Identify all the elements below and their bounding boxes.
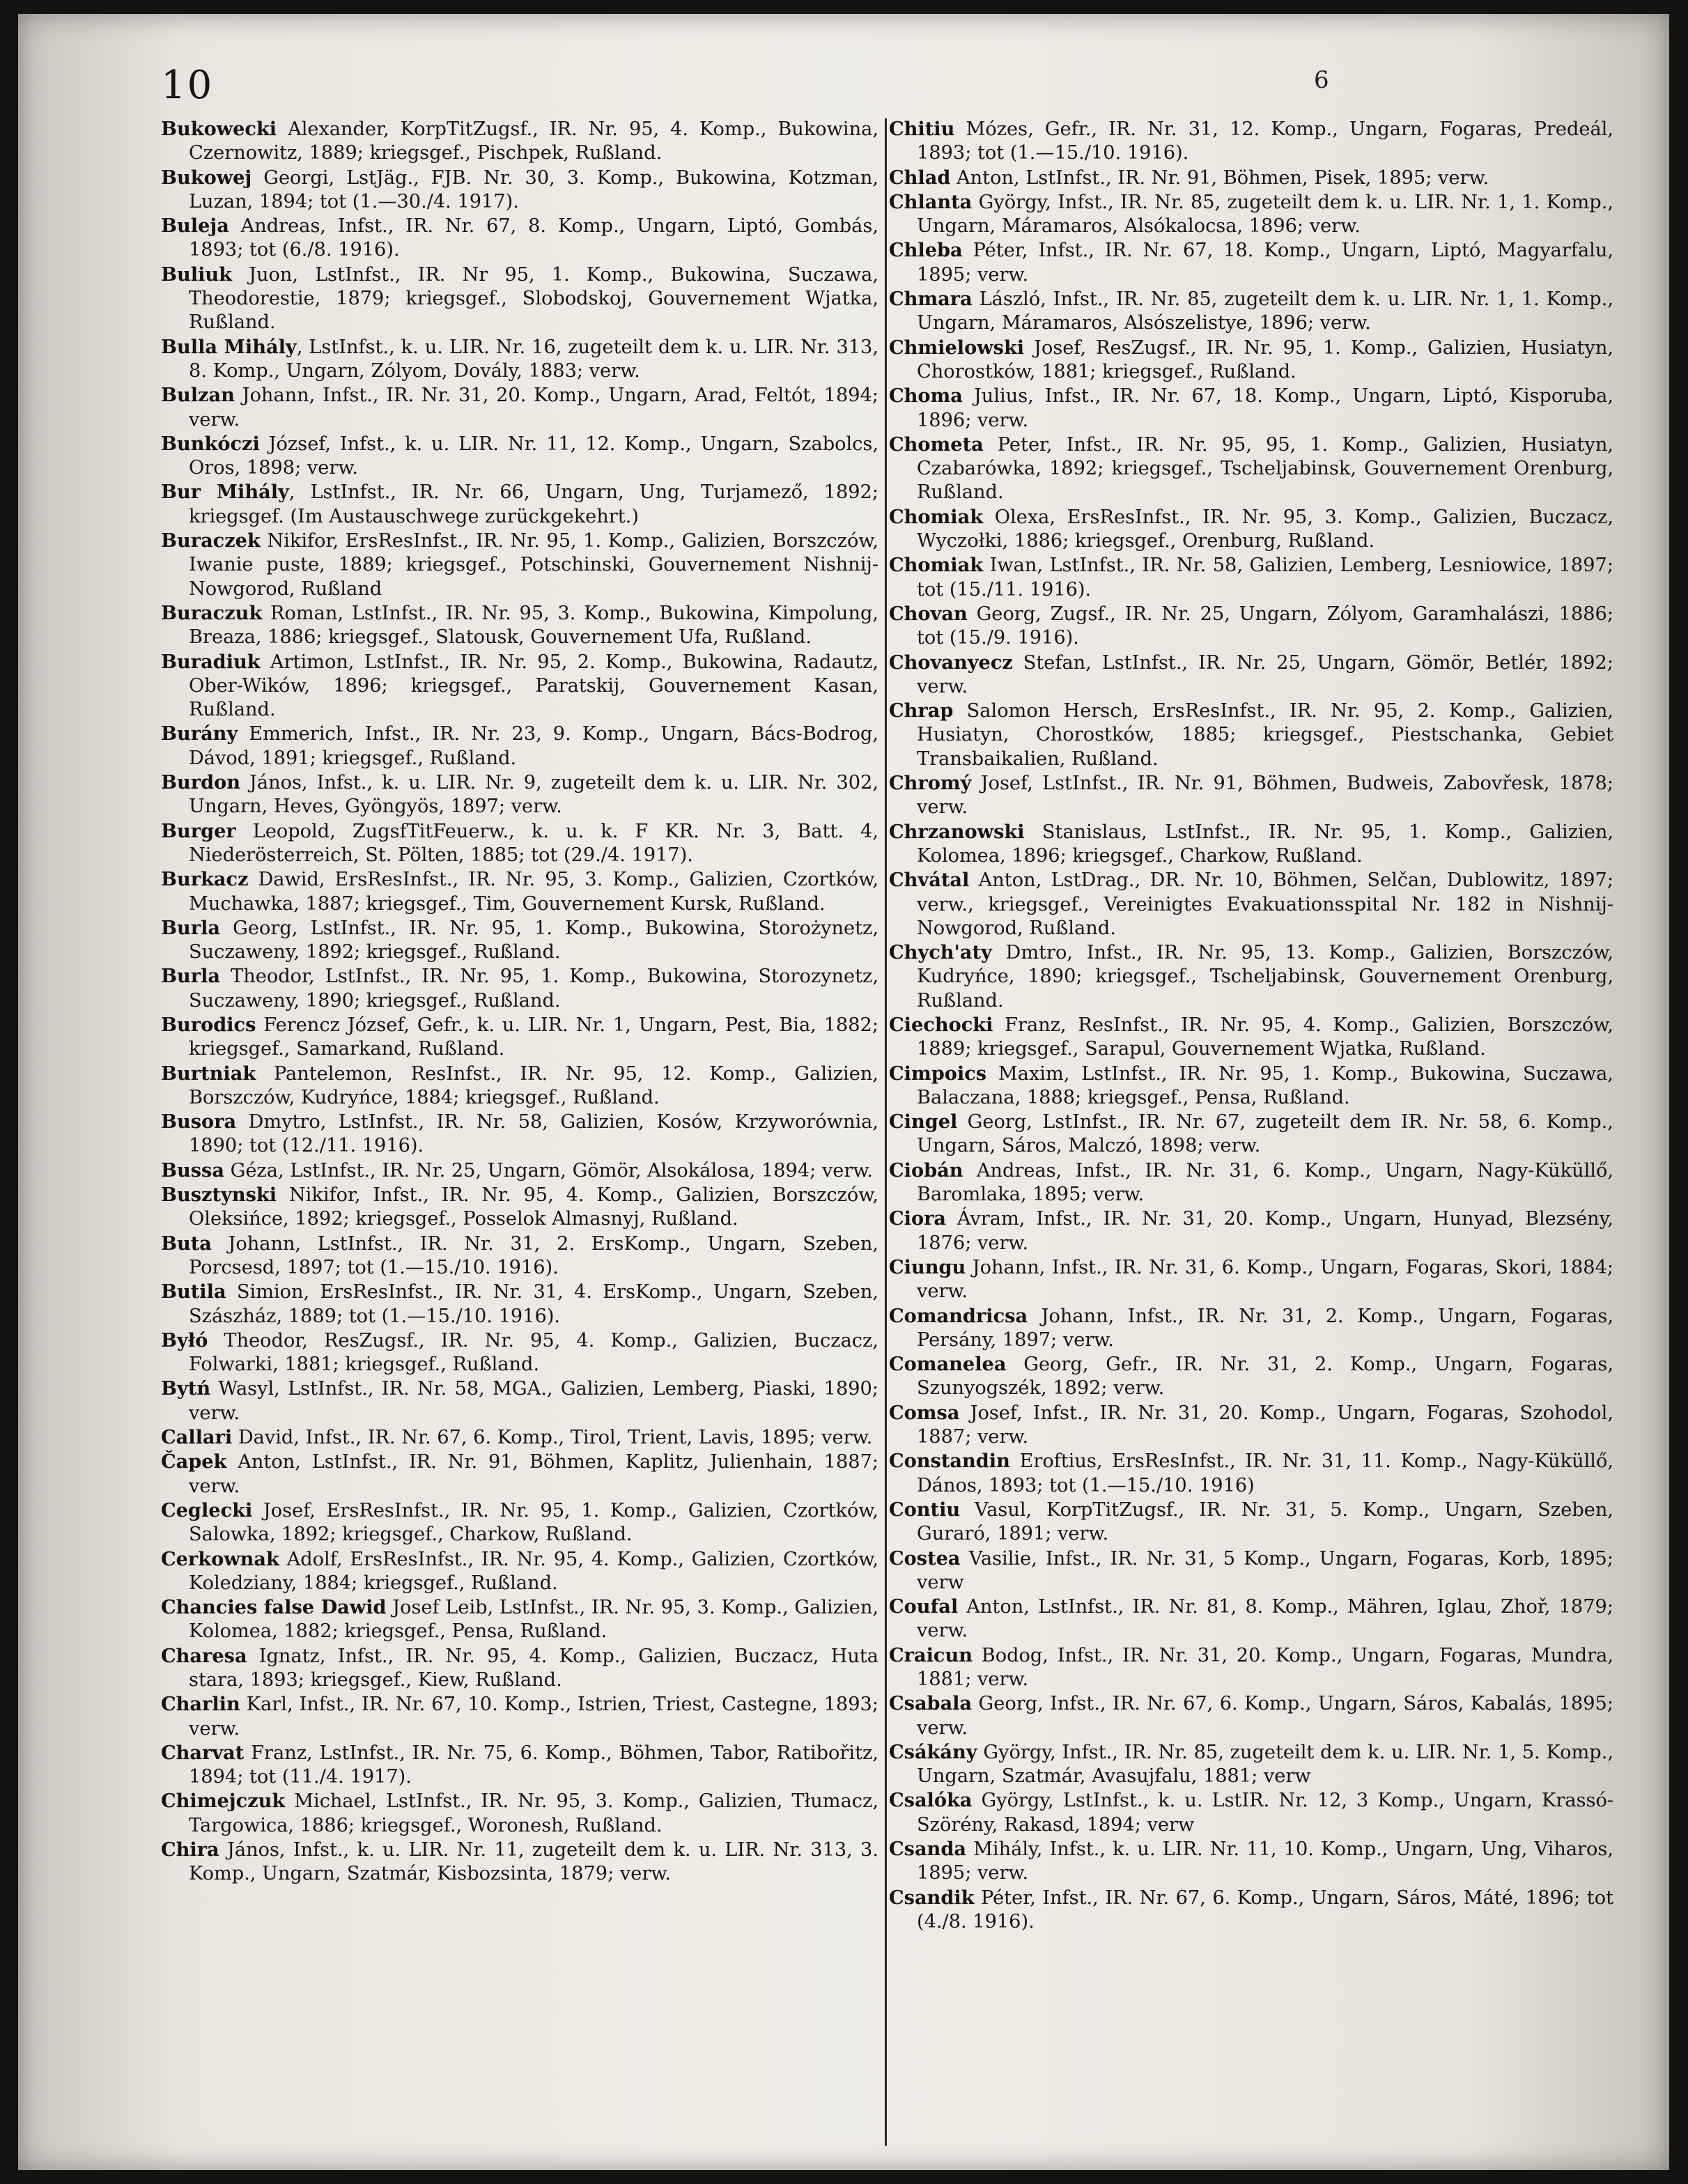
entry-details: Nikifor, ErsResInfst., IR. Nr. 95, 1. Komp., Galizien, Borszczów, Iwanie puste, 1889; kriegsgef., Potschinski, Gouvernement Nishnij-Nowgorod, Rußland [189,530,878,600]
entry-details: Anton, LstInfst., IR. Nr. 81, 8. Komp., Mähren, Iglau, Zhoř, 1879; verw. [917,1596,1613,1642]
entry-details: Juon, LstInfst., IR. Nr 95, 1. Komp., Bukowina, Suczawa, Theodorestie, 1879; kriegsgef., Slobodskoj, Gouvernement Wjatka, Rußland. [189,263,878,334]
entry-surname: Bulzan [161,384,235,407]
register-entry [161,214,878,263]
entry-details: János, Infst., k. u. LIR. Nr. 11, zugeteilt dem k. u. LIR. Nr. 313, 3. Komp., Ungarn, Szatmár, Kisbozsinta, 1879; verw. [189,1839,878,1885]
entry-surname: Burány [161,722,238,745]
entry-surname: Busztynski [161,1184,277,1207]
entry-surname: Ciungu [889,1255,966,1278]
register-entry [889,1013,1613,1062]
entry-surname: Csandik [889,1886,975,1909]
entry-surname: Chrzanowski [889,820,1025,843]
entry-surname: Byłó [161,1329,208,1352]
register-entry [161,1183,878,1232]
entry-surname: Busora [161,1110,237,1133]
register-entry [889,1886,1613,1935]
entry-surname: Comandricsa [889,1304,1028,1327]
register-entry [889,238,1613,287]
register-entry [161,432,878,481]
left-column [161,117,878,1887]
entry-details: Roman, LstInfst., IR. Nr. 95, 3. Komp., Bukowina, Kimpolung, Breaza, 1886; kriegsgef., Slatousk, Gouvernement Ufa, Rußland. [189,602,878,649]
register-entry [889,771,1613,820]
entry-surname: Burla [161,916,221,939]
entry-details: Péter, Infst., IR. Nr. 67, 18. Komp., Ungarn, Liptó, Magyarfalu, 1895; verw. [917,240,1613,286]
entry-surname: Chlanta [889,190,973,213]
entry-surname: Charvat [161,1741,245,1764]
entry-surname: Charlin [161,1693,240,1716]
register-entry [161,1280,878,1329]
page-number: 10 [161,63,214,108]
entry-details: Vasul, KorpTitZugsf., IR. Nr. 31, 5. Komp., Ungarn, Szeben, Guraró, 1891; verw. [917,1498,1613,1545]
register-entry [161,1789,878,1838]
entry-surname: Craicun [889,1643,973,1666]
register-entry [161,867,878,916]
entry-surname: Bytń [161,1377,211,1400]
register-entry [889,1062,1613,1110]
register-entry [889,1547,1613,1595]
register-entry [161,1159,878,1183]
register-entry [889,505,1613,554]
register-entry [161,1232,878,1280]
entry-details: Theodor, ResZugsf., IR. Nr. 95, 4. Komp., Galizien, Buczacz, Folwarki, 1881; kriegsgef., Rußland. [189,1329,878,1376]
entry-surname: Chmielowski [889,336,1025,359]
entry-surname: Chrap [889,699,954,722]
entry-details: Georg, Infst., IR. Nr. 67, 6. Komp., Ungarn, Sáros, Kabalás, 1895; verw. [917,1693,1613,1739]
entry-details: Karl, Infst., IR. Nr. 67, 10. Komp., Istrien, Triest, Castegne, 1893; verw. [189,1694,878,1740]
entry-surname: Bur Mihály [161,481,289,504]
register-entry [889,1498,1613,1547]
entry-surname: Contiu [889,1498,961,1521]
entry-surname: Ceglecki [161,1498,253,1521]
entry-details: Simion, ErsResInfst., IR. Nr. 31, 4. ErsKomp., Ungarn, Szeben, Szászház, 1889; tot (1.—15./10. 1916). [189,1281,878,1327]
entry-details: György, Infst., IR. Nr. 85, zugeteilt dem k. u. LIR. Nr. 1, 5. Komp., Ungarn, Szatmár, Avasujfalu, 1881; verw [917,1741,1613,1788]
register-entry [889,1255,1613,1304]
entry-details: Mózes, Gefr., IR. Nr. 31, 12. Komp., Ungarn, Fogaras, Predeál, 1893; tot (1.—15./10. 1916). [917,118,1613,164]
entry-surname: Ciora [889,1207,947,1230]
entry-surname: Csákány [889,1740,977,1763]
entry-surname: Callari [161,1426,233,1449]
register-entry [889,117,1613,166]
entry-surname: Burkacz [161,868,249,891]
entry-details: Iwan, LstInfst., IR. Nr. 58, Galizien, Lemberg, Lesniowice, 1897; tot (15./11. 1916). [917,555,1613,601]
entry-surname: Bukowecki [161,118,277,140]
entry-surname: Chovan [889,602,968,625]
column-divider [885,118,887,2146]
register-entry [889,1837,1613,1886]
entry-details: László, Infst., IR. Nr. 85, zugeteilt dem k. u. LIR. Nr. 1, 1. Komp., Ungarn, Máramaros, Alsószelistye, 1896; verw. [917,288,1613,334]
entry-details: Peter, Infst., IR. Nr. 95, 95, 1. Komp., Galizien, Husiatyn, Czabarówka, 1892; kriegsgef., Tscheljabinsk, Gouvernement Orenburg, Rußland. [917,433,1613,504]
right-column [889,117,1613,1934]
entry-surname: Comanelea [889,1353,1007,1376]
entry-details: Péter, Infst., IR. Nr. 67, 6. Komp., Ungarn, Sáros, Máté, 1896; tot (4./8. 1916). [917,1887,1613,1933]
register-entry [889,699,1613,771]
entry-surname: Čapek [161,1450,227,1473]
register-entry [161,1692,878,1741]
entry-surname: Cerkownak [161,1547,279,1570]
register-entry [889,433,1613,505]
entry-surname: Chromý [889,772,972,795]
register-entry [889,1788,1613,1837]
entry-surname: Charesa [161,1644,247,1667]
entry-details: György, LstInfst., k. u. LstIR. Nr. 12, 3 Komp., Ungarn, Krassó-Szörény, Rakasd, 1894; verw [917,1790,1613,1836]
entry-details: Josef Leib, LstInfst., IR. Nr. 95, 3. Komp., Galizien, Kolomea, 1882; kriegsgef., Pensa, Rußland. [189,1597,878,1643]
register-entry [889,1449,1613,1498]
register-entry [889,1740,1613,1789]
entry-surname: Bunkóczi [161,432,260,455]
entry-details: Georg, Gefr., IR. Nr. 31, 2. Komp., Ungarn, Fogaras, Szunyogszék, 1892; verw. [917,1354,1613,1400]
entry-details: Vasilie, Infst., IR. Nr. 31, 5 Komp., Ungarn, Fogaras, Korb, 1895; verw [917,1547,1613,1593]
entry-details: Johann, LstInfst., IR. Nr. 31, 2. ErsKomp., Ungarn, Szeben, Porcsesd, 1897; tot (1.—15./10. 1916). [189,1232,878,1278]
entry-surname: Buleja [161,215,229,238]
register-entry [161,722,878,770]
entry-surname: Ciobán [889,1159,963,1182]
register-entry [161,1595,878,1644]
entry-details: Salomon Hersch, ErsResInfst., IR. Nr. 95, 2. Komp., Galizien, Husiatyn, Chorostków, 1885; kriegsgef., Piestschanka, Gebiet Transbaikalien, Rußland. [917,700,1613,770]
entry-surname: Chira [161,1838,219,1861]
register-entry [161,1329,878,1377]
register-entry [161,1498,878,1547]
entry-details: Olexa, ErsResInfst., IR. Nr. 95, 3. Komp., Galizien, Buczacz, Wyczołki, 1886; kriegsgef., Orenburg, Rußland. [917,506,1613,552]
entry-details: Josef, LstInfst., IR. Nr. 91, Böhmen, Budweis, Zabovřesk, 1878; verw. [917,773,1613,819]
entry-details: Stanislaus, LstInfst., IR. Nr. 95, 1. Komp., Galizien, Kolomea, 1896; kriegsgef., Charkow, Rußland. [917,821,1613,867]
register-entry [161,770,878,819]
entry-details: Anton, LstInfst., IR. Nr. 91, Böhmen, Pisek, 1895; verw. [950,166,1489,189]
entry-surname: Coufal [889,1595,959,1618]
entry-surname: Constandin [889,1450,1010,1473]
register-entry [161,1013,878,1062]
entry-surname: Buradiuk [161,650,261,673]
entry-details: Alexander, KorpTitZugsf., IR. Nr. 95, 4. Komp., Bukowina, Czernowitz, 1889; kriegsgef., Pischpek, Rußland. [189,118,878,164]
register-entry [889,651,1613,699]
entry-details: Ávram, Infst., IR. Nr. 31, 20. Komp., Ungarn, Hunyad, Blezsény, 1876; verw. [917,1208,1613,1254]
entry-details: Georg, LstInfst., IR. Nr. 67, zugeteilt dem IR. Nr. 58, 6. Komp., Ungarn, Sáros, Malczó, 1898; verw. [917,1111,1613,1157]
entry-details: Wasyl, LstInfst., IR. Nr. 58, MGA., Galizien, Lemberg, Piaski, 1890; verw. [189,1378,878,1424]
entry-details: , LstInfst., k. u. LIR. Nr. 16, zugeteilt dem k. u. LIR. Nr. 313, 8. Komp., Ungarn, Zólyom, Dovály, 1883; verw. [189,336,878,382]
entry-details: Anton, LstInfst., IR. Nr. 91, Böhmen, Kaplitz, Julienhain, 1887; verw. [189,1451,878,1497]
register-entry [161,1450,878,1498]
entry-surname: Chlad [889,166,951,189]
entry-details: Josef, Infst., IR. Nr. 31, 20. Komp., Ungarn, Fogaras, Szohodol, 1887; verw. [917,1402,1613,1448]
register-entry [889,166,1613,190]
document-page [18,14,1669,2170]
entry-surname: Ciechocki [889,1013,993,1036]
entry-details: Dawid, ErsResInfst., IR. Nr. 95, 3. Komp., Galizien, Czortków, Muchawka, 1887; kriegsgef., Tim, Gouvernement Kursk, Rußland. [189,869,878,915]
register-entry [161,1547,878,1596]
entry-details: Pantelemon, ResInfst., IR. Nr. 95, 12. Komp., Galizien, Borszczów, Kudryńce, 1884; kriegsgef., Rußland. [189,1062,878,1108]
register-entry [889,1110,1613,1159]
entry-details: Géza, LstInfst., IR. Nr. 25, Ungarn, Gömör, Alsokálosa, 1894; verw. [224,1159,874,1182]
register-entry [161,263,878,335]
entry-surname: Costea [889,1547,961,1570]
register-entry [889,1207,1613,1255]
entry-surname: Chvátal [889,869,970,892]
entry-details: Josef, ErsResInfst., IR. Nr. 95, 1. Komp., Galizien, Czortków, Salowka, 1892; kriegsgef., Charkow, Rußland. [189,1499,878,1546]
entry-details: Johann, Infst., IR. Nr. 31, 2. Komp., Ungarn, Fogaras, Persány, 1897; verw. [917,1305,1613,1351]
entry-surname: Chmara [889,288,973,311]
register-entry [161,964,878,1013]
register-entry [161,117,878,166]
register-entry [161,650,878,722]
entry-surname: Cingel [889,1110,958,1133]
entry-details: Artimon, LstInfst., IR. Nr. 95, 2. Komp., Bukowina, Radautz, Ober-Wików, 1896; kriegsgef., Paratskij, Gouvernement Kasan, Rußland. [189,651,878,721]
entry-details: , LstInfst., IR. Nr. 66, Ungarn, Ung, Turjamező, 1892; kriegsgef. (Im Austauschwege zurückgekehrt.) [189,481,879,527]
register-entry [889,1595,1613,1643]
entry-surname: Chovanyecz [889,651,1013,674]
entry-details: Andreas, Infst., IR. Nr. 31, 6. Komp., Ungarn, Nagy-Küküllő, Baromlaka, 1895; verw. [917,1159,1613,1206]
entry-details: Bodog, Infst., IR. Nr. 31, 20. Komp., Ungarn, Fogaras, Mundra, 1881; verw. [917,1644,1613,1690]
entry-surname: Cimpoics [889,1062,987,1085]
entry-surname: Chometa [889,433,984,456]
entry-details: Emmerich, Infst., IR. Nr. 23, 9. Komp., Ungarn, Bács-Bodrog, Dávod, 1891; kriegsgef., Rußland. [189,723,878,769]
entry-details: Nikifor, Infst., IR. Nr. 95, 4. Komp., Galizien, Borszczów, Oleksińce, 1892; kriegsgef., Posselok Almasnyj, Rußland. [189,1184,878,1230]
entry-details: Theodor, LstInfst., IR. Nr. 95, 1. Komp., Bukowina, Storozynetz, Suczaweny, 1890; kriegsgef., Rußland. [189,966,878,1012]
entry-details: György, Infst., IR. Nr. 85, zugeteilt dem k. u. LIR. Nr. 1, 1. Komp., Ungarn, Máramaros, Alsókalocsa, 1896; verw. [917,191,1613,238]
entry-surname: Burla [161,965,221,988]
entry-details: Franz, ResInfst., IR. Nr. 95, 4. Komp., Galizien, Borszczów, 1889; kriegsgef., Sarapul, Gouvernement Wjatka, Rußland. [917,1014,1613,1060]
register-entry [889,553,1613,602]
entry-surname: Bukowej [161,166,252,189]
register-entry [161,916,878,965]
entry-surname: Buta [161,1232,212,1255]
register-entry [161,1110,878,1159]
entry-details: Johann, Infst., IR. Nr. 31, 20. Komp., Ungarn, Arad, Feltót, 1894; verw. [189,385,878,431]
entry-details: Josef, ResZugsf., IR. Nr. 95, 1. Komp., Galizien, Husiatyn, Chorostków, 1881; kriegsgef., Rußland. [917,336,1613,382]
entry-details: Georg, Zugsf., IR. Nr. 25, Ungarn, Zólyom, Garamhalászi, 1886; tot (15./9. 1916). [917,603,1613,649]
entry-surname: Butila [161,1280,226,1303]
entry-details: Mihály, Infst., k. u. LIR. Nr. 11, 10. Komp., Ungarn, Ung, Viharos, 1895; verw. [917,1838,1613,1884]
entry-surname: Chitiu [889,118,955,140]
register-entry [161,166,878,215]
register-entry [161,1377,878,1425]
entry-surname: Burdon [161,771,240,794]
register-entry [889,1304,1613,1353]
entry-details: Georgi, LstJäg., FJB. Nr. 30, 3. Komp., Bukowina, Kotzman, Luzan, 1894; tot (1.—30./4. 1917). [189,166,878,212]
register-entry [161,819,878,868]
entry-details: Leopold, ZugsfTitFeuerw., k. u. k. F KR. Nr. 3, Batt. 4, Niederösterreich, St. Pölten, 1885; tot (29./4. 1917). [189,820,878,866]
entry-details: Franz, LstInfst., IR. Nr. 75, 6. Komp., Böhmen, Tabor, Ratibořitz, 1894; tot (11./4. 1917). [189,1742,878,1788]
entry-details: David, Infst., IR. Nr. 67, 6. Komp., Tirol, Trient, Lavis, 1895; verw. [232,1427,873,1449]
register-entry [889,1691,1613,1740]
register-entry [161,383,878,432]
entry-surname: Bulla Mihály [161,335,297,358]
register-entry [889,940,1613,1013]
entry-surname: Burger [161,819,236,842]
entry-details: Adolf, ErsResInfst., IR. Nr. 95, 4. Komp., Galizien, Czortków, Koledziany, 1884; kriegsgef., Rußland. [189,1548,878,1594]
entry-details: Stefan, LstInfst., IR. Nr. 25, Ungarn, Gömör, Betlér, 1892; verw. [917,651,1613,697]
entry-details: Michael, LstInfst., IR. Nr. 95, 3. Komp., Galizien, Tłumacz, Targowica, 1886; kriegsgef., Woronesh, Rußland. [189,1790,878,1836]
register-entry [889,1352,1613,1401]
entry-surname: Bussa [161,1159,224,1182]
entry-details: Anton, LstDrag., DR. Nr. 10, Böhmen, Selčan, Dublowitz, 1897; verw., kriegsgef., Vereinigtes Evakuationsspital Nr. 182 in Nishnij-Nowgorod, Rußland. [917,869,1613,939]
register-entry [889,1159,1613,1207]
entry-details: Ferencz József, Gefr., k. u. LIR. Nr. 1, Ungarn, Pest, Bia, 1882; kriegsgef., Samarkand, Rußland. [189,1014,878,1060]
entry-surname: Chimejczuk [161,1790,286,1813]
entry-surname: Chleba [889,239,963,262]
register-entry [889,820,1613,869]
entry-details: Georg, LstInfst., IR. Nr. 95, 1. Komp., Bukowina, Storożynetz, Suczaweny, 1892; kriegsgef., Rußland. [189,917,878,963]
register-entry [889,287,1613,336]
entry-surname: Choma [889,385,963,408]
register-entry [889,1401,1613,1450]
entry-surname: Burodics [161,1013,256,1036]
entry-surname: Burtniak [161,1062,256,1085]
entry-details: Andreas, Infst., IR. Nr. 67, 8. Komp., Ungarn, Liptó, Gombás, 1893; tot (6./8. 1916). [189,215,878,261]
register-entry [161,601,878,650]
entry-surname: Buraczek [161,529,261,552]
entry-surname: Buliuk [161,263,233,286]
entry-details: Maxim, LstInfst., IR. Nr. 95, 1. Komp., Bukowina, Suczawa, Balaczana, 1888; kriegsgef., Pensa, Rußland. [917,1062,1613,1108]
register-entry [889,384,1613,433]
entry-details: Johann, Infst., IR. Nr. 31, 6. Komp., Ungarn, Fogaras, Skori, 1884; verw. [917,1256,1613,1303]
register-entry [161,1644,878,1693]
entry-details: János, Infst., k. u. LIR. Nr. 9, zugeteilt dem k. u. LIR. Nr. 302, Ungarn, Heves, Gyöngyös, 1897; verw. [189,772,878,818]
register-entry [161,1838,878,1887]
corner-mark: 6 [1314,66,1329,94]
entry-surname: Buraczuk [161,601,263,624]
entry-details: Dmtro, Infst., IR. Nr. 95, 13. Komp., Galizien, Borszczów, Kudryńce, 1890; kriegsgef., Tscheljabinsk, Gouvernement Orenburg, Rußland. [917,942,1613,1012]
entry-details: Dmytro, LstInfst., IR. Nr. 58, Galizien, Kosów, Krzyworównia, 1890; tot (12./11. 1916). [189,1111,878,1157]
entry-surname: Csalóka [889,1789,973,1812]
entry-surname: Chancies false Dawid [161,1596,387,1619]
register-entry [161,529,878,601]
register-entry [889,1643,1613,1692]
entry-surname: Chomiak [889,505,984,528]
entry-surname: Csabala [889,1692,973,1715]
entry-details: József, Infst., k. u. LIR. Nr. 11, 12. Komp., Ungarn, Szabolcs, Oros, 1898; verw. [189,433,878,479]
register-entry [889,868,1613,940]
entry-surname: Chomiak [889,554,984,577]
register-entry [161,1062,878,1110]
register-entry [161,1425,878,1450]
entry-details: Ignatz, Infst., IR. Nr. 95, 4. Komp., Galizien, Buczacz, Huta stara, 1893; kriegsgef., Kiew, Rußland. [189,1645,878,1691]
entry-surname: Comsa [889,1401,960,1424]
register-entry [889,336,1613,385]
entry-surname: Csanda [889,1838,966,1861]
register-entry [161,480,878,529]
register-entry [889,602,1613,651]
register-entry [161,335,878,384]
entry-details: Eroftius, ErsResInfst., IR. Nr. 31, 11. Komp., Nagy-Küküllő, Dános, 1893; tot (1.—15./10. 1916) [917,1450,1613,1496]
register-entry [161,1741,878,1790]
register-entry [889,190,1613,239]
entry-details: Julius, Infst., IR. Nr. 67, 18. Komp., Ungarn, Liptó, Kisporuba, 1896; verw. [917,385,1613,431]
entry-surname: Chych'aty [889,941,992,964]
